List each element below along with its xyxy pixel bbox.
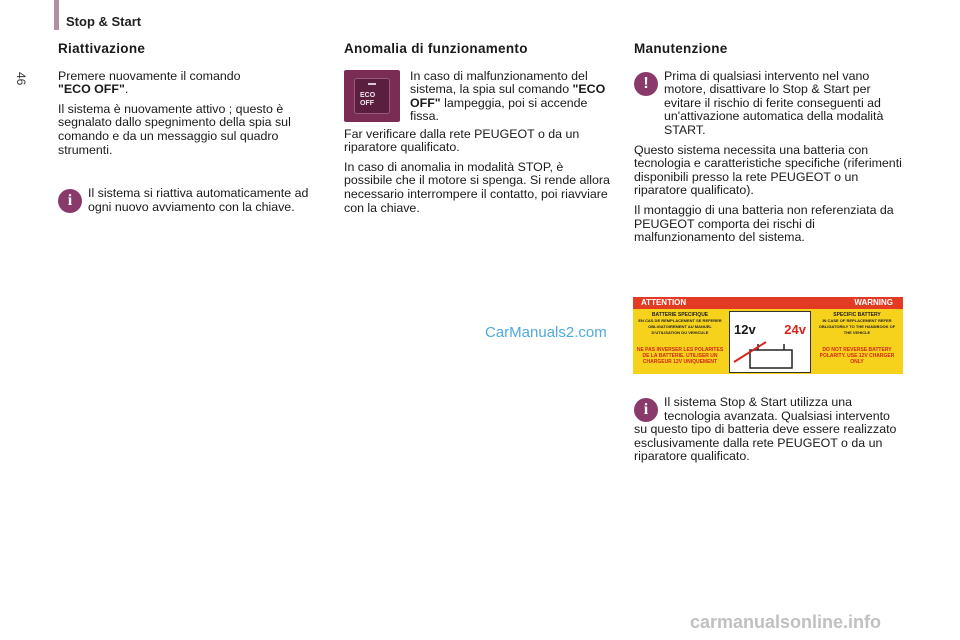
heading-manutenzione: Manutenzione <box>634 41 728 56</box>
eco-off-button-image <box>344 70 400 122</box>
en-red: DO NOT REVERSE BATTERY POLARITY. USE 12V CHARGER ONLY <box>819 347 895 365</box>
p1-dot: . <box>124 82 129 97</box>
p1-text: In caso di malfunzionamento del sistema, la spia sul comando <box>410 68 588 97</box>
paragraph-2: Il sistema è nuovamente attivo ; questo è segnalato dallo spegnimento della spia sul comando e da un messaggio sul quadro strumenti. <box>58 101 291 157</box>
12v-label: 12v <box>734 322 756 337</box>
warning-note <box>634 70 906 138</box>
info-note-text: Il sistema Stop & Start utilizza una tecnologia avanzata. Qualsiasi intervento su questo tipo di batteria deve essere realizzato esclusivamente dalla rete PEUGEOT o da un riparatore qualificato. <box>634 395 897 464</box>
info-note-text: Il sistema si riattiva automaticamente ad ogni nuovo avviamento con la chiave. <box>88 186 309 214</box>
carmanuals-watermark: CarManuals2.com <box>485 324 607 341</box>
eco-block <box>344 70 610 128</box>
paragraph-2: Far verificare dalla rete PEUGEOT o da un riparatore qualificato. <box>344 126 580 155</box>
info-icon: i <box>634 398 658 422</box>
column-riattivazione <box>58 42 330 214</box>
eco-led <box>368 83 376 85</box>
battery-warning-label <box>633 297 903 374</box>
paragraph-3: Il montaggio di una batteria non referenziata da PEUGEOT comporta dei rischi di malfunzionamento del sistema. <box>634 202 894 245</box>
heading-riattivazione: Riattivazione <box>58 41 146 56</box>
p1-text: Premere nuovamente il comando <box>58 68 241 83</box>
battery-diagram <box>729 311 811 373</box>
eco-off-bold: "ECO OFF" <box>58 82 125 97</box>
attention-text: ATTENTION <box>641 298 687 307</box>
page-number: 46 <box>14 72 28 86</box>
p1-tail: lampeggia, poi si accende fissa. <box>410 95 588 124</box>
en-title: SPECIFIC BATTERY IN CASE OF REPLACEMENT REFER OBLIGATORILY TO THE HANDBOOK OF THE VEHICLE <box>818 312 896 335</box>
warning-text: Prima di qualsiasi intervento nel vano motore, disattivare lo Stop & Start per evitare il rischio di ferite conseguenti ad un'attivazione automatica della modalità START. <box>664 68 884 137</box>
label-header-bar <box>633 297 903 309</box>
eco-off-button <box>354 78 390 114</box>
paragraph-3: In caso di anomalia in modalità STOP, è possibile che il motore si spenga. Si rende allora necessario interrompere il contatto, poi riavviare con la chiave. <box>344 159 610 215</box>
info-note <box>58 187 330 214</box>
warning-text: WARNING <box>854 298 893 307</box>
eco-off-label: ECO OFF <box>360 91 376 107</box>
technology-note-block <box>634 396 906 464</box>
warning-icon: ! <box>634 72 658 96</box>
paragraph-1 <box>58 70 330 97</box>
column-manutenzione <box>634 42 906 251</box>
info-icon: i <box>58 189 82 213</box>
battery-icon <box>730 340 810 370</box>
heading-anomalia: Anomalia di funzionamento <box>344 41 528 56</box>
24v-label: 24v <box>784 322 806 337</box>
fr-red: NE PAS INVERSER LES POLARITES DE LA BATTERIE. UTILISER UN CHARGEUR 12V UNIQUEMENT <box>636 347 724 365</box>
section-title: Stop & Start <box>66 14 142 29</box>
header-accent-bar <box>54 0 59 30</box>
info-note <box>634 396 906 464</box>
column-anomalia <box>344 42 610 221</box>
fr-title: BATTERIE SPECIFIQUE EN CAS DE REMPLACEMENT SE REFERER OBLIGATOIREMENT AU MANUEL D'UTILISATION DU VEHICULE <box>638 312 722 335</box>
footer-watermark: carmanualsonline.info <box>690 612 882 632</box>
eco-off-bold: "ECO OFF" <box>410 82 606 110</box>
paragraph-2: Questo sistema necessita una batteria con tecnologia e caratteristiche specifiche (riferimenti disponibili presso la rete PEUGEOT o un riparatore qualificato). <box>634 142 902 198</box>
